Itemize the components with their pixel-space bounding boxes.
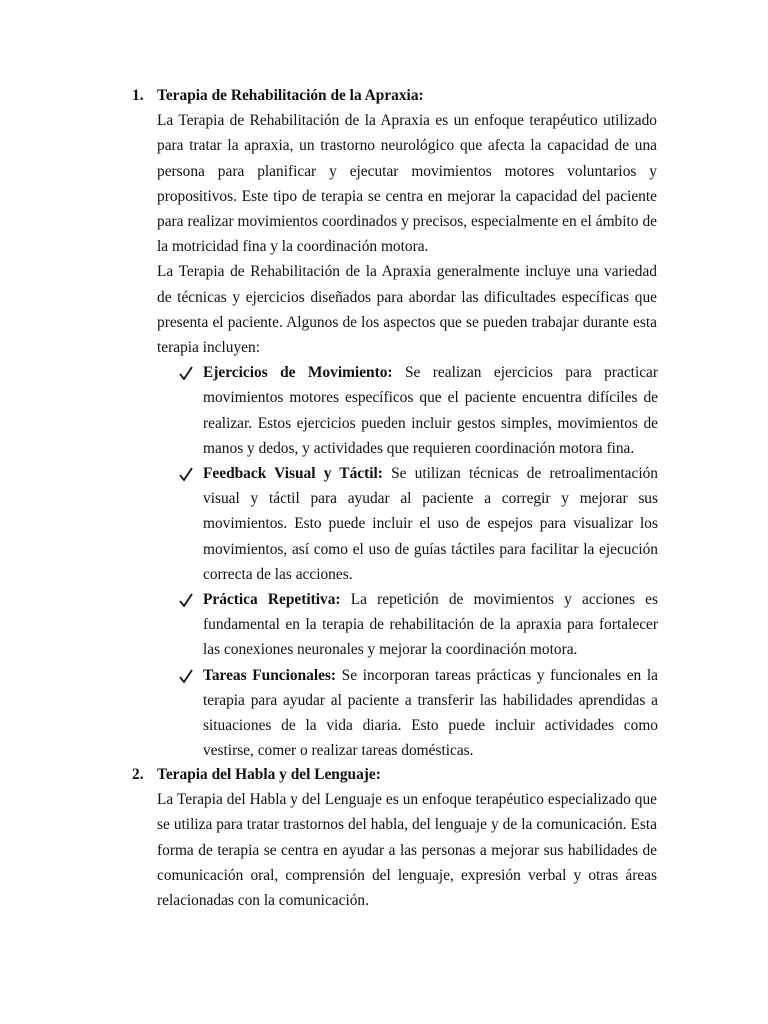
- section-heading: [0, 83, 768, 108]
- section-title: Terapia del Habla y del Lenguaje:: [157, 766, 381, 783]
- checkmark-list: [0, 360, 768, 763]
- checkmark-icon: [179, 587, 193, 612]
- paragraph: La Terapia de Rehabilitación de la Apraxia generalmente incluye una variedad de técnicas y ejercicios diseñados para abordar las dificultades específicas que presenta el paciente. Algunos de los aspectos que se pueden trabajar durante esta terapia incluyen:: [157, 263, 657, 357]
- section-number: 2.: [132, 766, 144, 783]
- list-item-term: Tareas Funcionales:: [203, 666, 337, 684]
- section-number: 1.: [132, 87, 144, 104]
- list-item-term: Ejercicios de Movimiento:: [203, 364, 393, 382]
- list-item-term: Feedback Visual y Táctil:: [203, 465, 383, 483]
- list-item-text: Se realizan ejercicios para practicar movimientos motores específicos que el paciente encuentra difíciles de realizar. Estos ejercicios pueden incluir gestos simples, movimientos de manos y dedos, y actividades que requieren coordinación motora fina.: [203, 364, 659, 457]
- checkmark-icon: [179, 461, 193, 486]
- list-item: [203, 587, 658, 663]
- paragraph: La Terapia de Rehabilitación de la Apraxia es un enfoque terapéutico utilizado para tratar la apraxia, un trastorno neurológico que afecta la capacidad de una persona para planificar y ejecutar movimientos motores voluntarios y propositivos. Este tipo de terapia se centra en mejorar la capacidad del paciente para realizar movimientos coordinados y precisos, especialmente en el ámbito de la motricidad fina y la coordinación motora.: [157, 112, 657, 256]
- list-item: [203, 461, 658, 587]
- section-heading: [0, 762, 768, 787]
- list-item-text: Se utilizan técnicas de retroalimentación visual y táctil para ayudar al paciente a corregir y mejorar sus movimientos. Esto puede incluir el uso de espejos para visualizar los movimientos, así como el uso de guías táctiles para facilitar la ejecución correcta de las acciones.: [203, 465, 658, 583]
- section-title: Terapia de Rehabilitación de la Apraxia:: [157, 87, 424, 104]
- list-item-text: La repetición de movimientos y acciones es fundamental en la terapia de rehabilitación de la apraxia para fortalecer las conexiones neuronales y mejorar la coordinación motora.: [203, 591, 658, 659]
- list-item-term: Práctica Repetitiva:: [203, 591, 341, 609]
- section-speech-language-therapy: [0, 762, 768, 913]
- list-item-text: Se incorporan tareas prácticas y funcionales en la terapia para ayudar al paciente a transferir las habilidades aprendidas a situaciones de la vida diaria. Esto puede incluir actividades como vestirse, comer o realizar tareas domésticas.: [203, 666, 658, 760]
- list-item: [203, 663, 658, 764]
- paragraph: La Terapia del Habla y del Lenguaje es un enfoque terapéutico especializado que se utiliza para tratar trastornos del habla, del lenguaje y de la comunicación. Esta forma de terapia se centra en ayudar a las personas a mejorar sus habilidades de comunicación oral, comprensión del lenguaje, expresión verbal y otras áreas relacionadas con la comunicación.: [157, 791, 657, 909]
- checkmark-icon: [179, 360, 193, 385]
- section-apraxia-therapy: [0, 83, 768, 763]
- list-item: [203, 360, 658, 461]
- checkmark-icon: [179, 663, 193, 688]
